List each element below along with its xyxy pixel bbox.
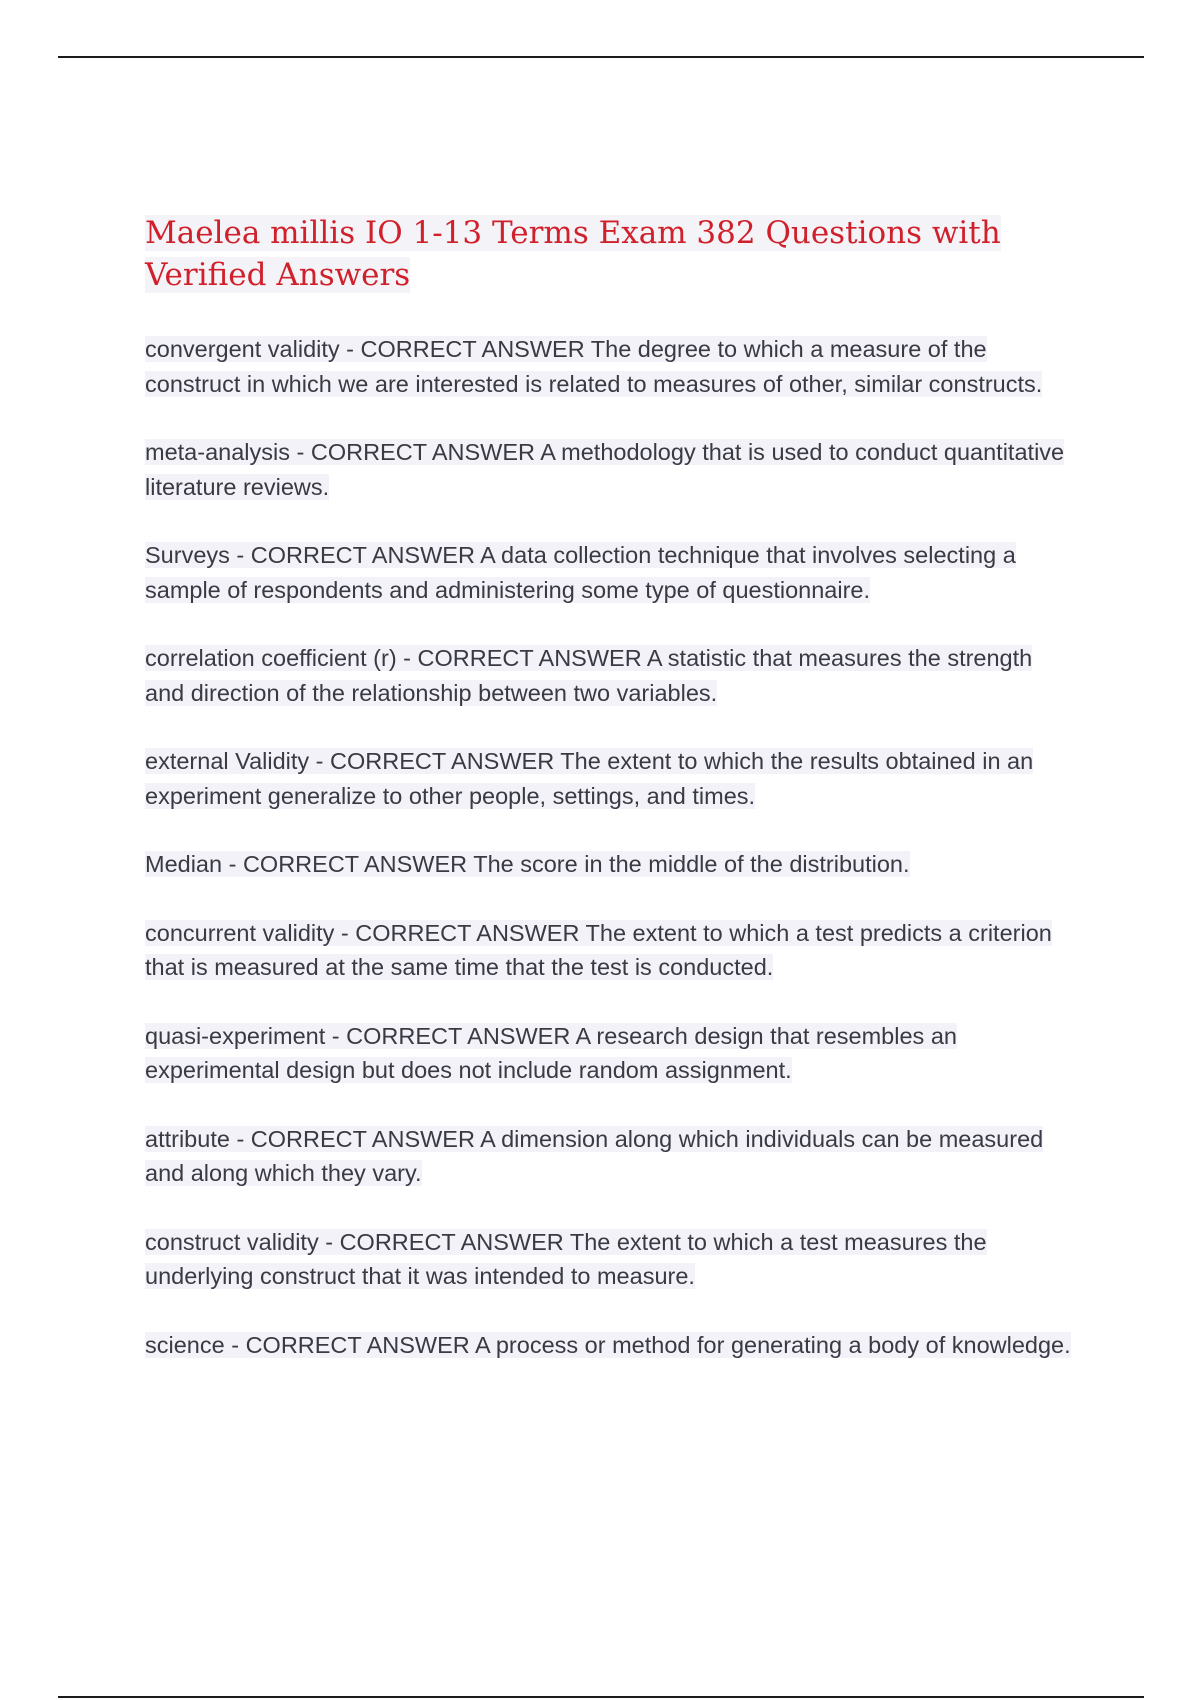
document-title-text: Maelea millis IO 1-13 Terms Exam 382 Questions with Verified Answers bbox=[145, 215, 1001, 293]
term-entry bbox=[145, 538, 1075, 607]
term-entry bbox=[145, 1225, 1075, 1294]
term-entry-text: Surveys - CORRECT ANSWER A data collection technique that involves selecting a sample of respondents and administering some type of questionnaire. bbox=[145, 542, 1016, 603]
term-list bbox=[145, 332, 1075, 1362]
document-title bbox=[145, 212, 1075, 296]
term-entry-text: convergent validity - CORRECT ANSWER The degree to which a measure of the construct in which we are interested is related to measures of other, similar constructs. bbox=[145, 336, 1043, 397]
term-entry-text: construct validity - CORRECT ANSWER The extent to which a test measures the underlying construct that it was intended to measure. bbox=[145, 1228, 987, 1289]
bottom-rule bbox=[58, 1696, 1144, 1698]
top-rule bbox=[58, 56, 1144, 58]
term-entry-text: quasi-experiment - CORRECT ANSWER A research design that resembles an experimental design but does not include random assignment. bbox=[145, 1022, 957, 1083]
term-entry-text: meta-analysis - CORRECT ANSWER A methodology that is used to conduct quantitative literature reviews. bbox=[145, 439, 1065, 500]
term-entry-text: attribute - CORRECT ANSWER A dimension along which individuals can be measured and along which they vary. bbox=[145, 1125, 1044, 1186]
term-entry-text: external Validity - CORRECT ANSWER The extent to which the results obtained in an experiment generalize to other people, settings, and times. bbox=[145, 748, 1034, 809]
term-entry-text: concurrent validity - CORRECT ANSWER The extent to which a test predicts a criterion that is measured at the same time that the test is conducted. bbox=[145, 919, 1052, 980]
term-entry-text: Median - CORRECT ANSWER The score in the middle of the distribution. bbox=[145, 851, 910, 877]
term-entry bbox=[145, 1328, 1075, 1363]
term-entry-text: correlation coefficient (r) - CORRECT ANSWER A statistic that measures the strength and direction of the relationship between two variables. bbox=[145, 645, 1033, 706]
document-body bbox=[145, 212, 1075, 1396]
term-entry bbox=[145, 641, 1075, 710]
term-entry-text: science - CORRECT ANSWER A process or method for generating a body of knowledge. bbox=[145, 1331, 1071, 1358]
term-entry bbox=[145, 1122, 1075, 1191]
term-entry bbox=[145, 847, 1075, 882]
term-entry bbox=[145, 435, 1075, 504]
term-entry bbox=[145, 744, 1075, 813]
term-entry bbox=[145, 332, 1075, 401]
term-entry bbox=[145, 916, 1075, 985]
term-entry bbox=[145, 1019, 1075, 1088]
